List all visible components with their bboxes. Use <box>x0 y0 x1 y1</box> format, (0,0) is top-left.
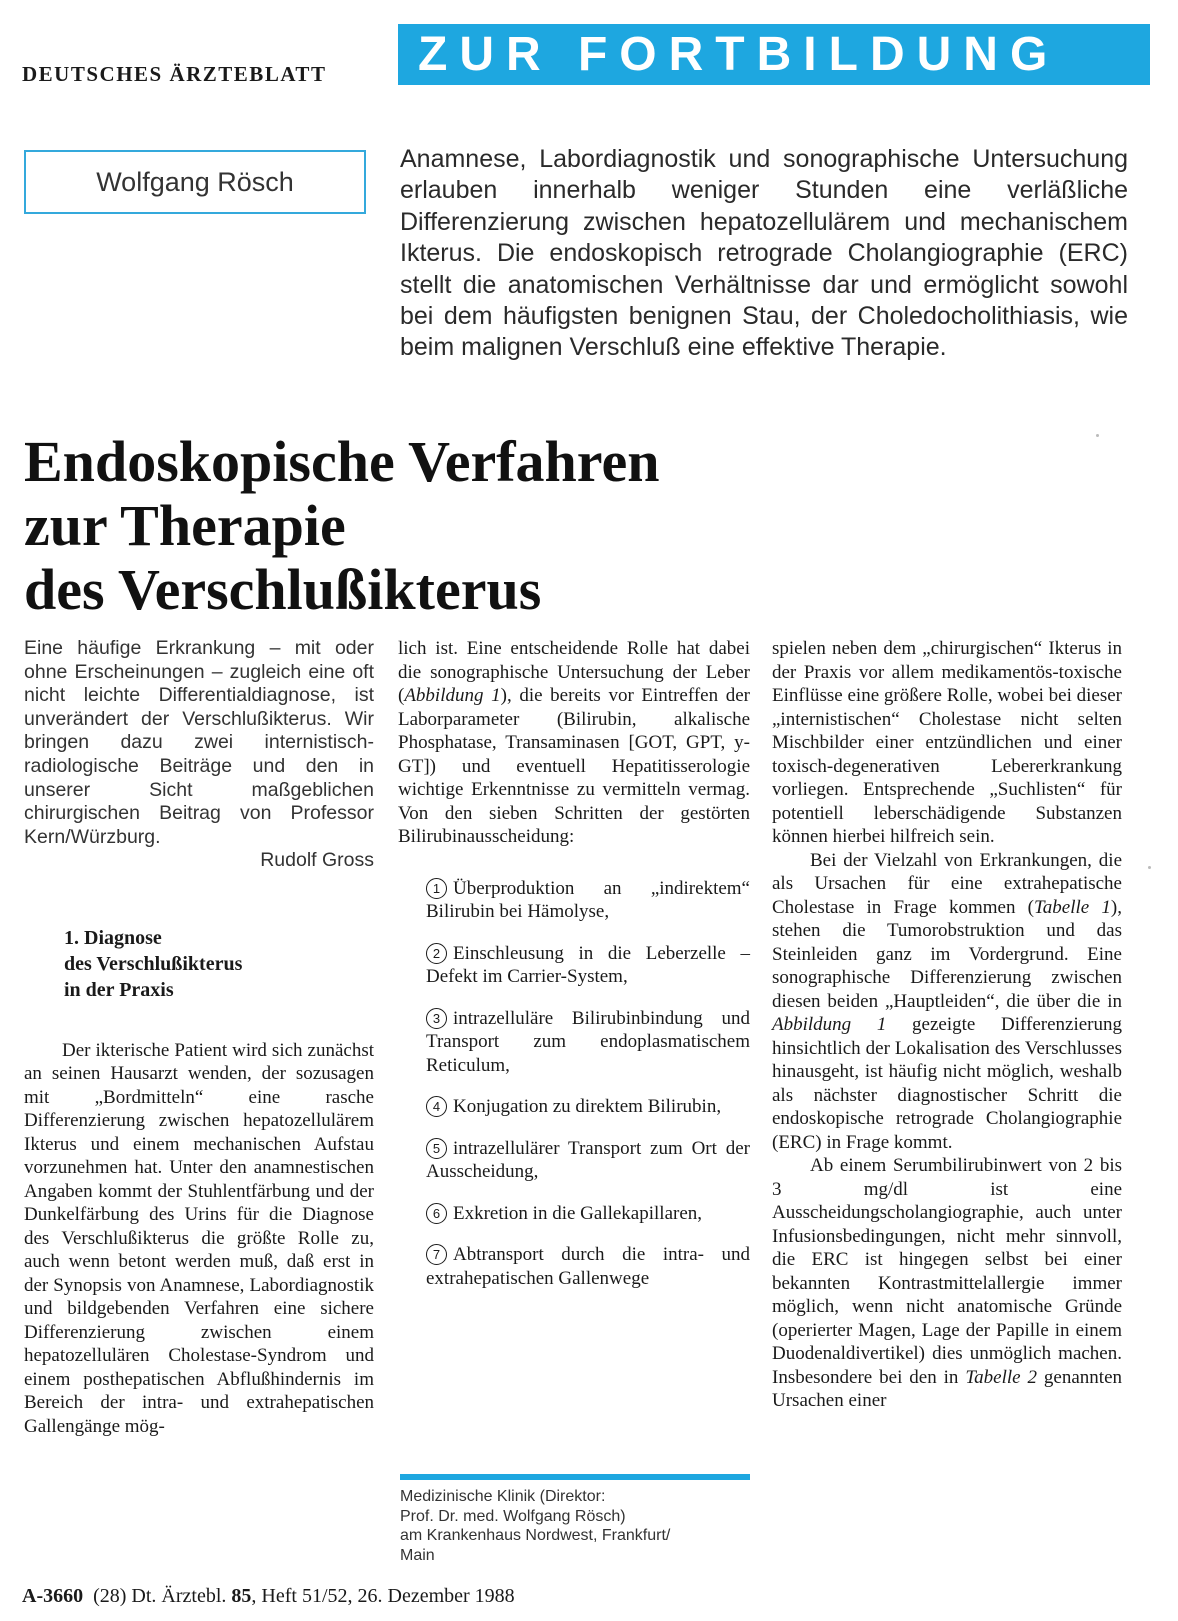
step-text: intrazellulärer Transport zum Ort der Ausscheidung, <box>426 1137 750 1182</box>
body-paragraph <box>772 849 1122 1155</box>
body-paragraph <box>398 637 750 849</box>
step-number: 1 <box>426 878 447 899</box>
text-run: ), die bereits vor Eintreffen der Laborparameter (Bilirubin, alkalische Phosphatase, Transaminasen [GOT, GPT, y-GT]) und eventuell Hepatitisserologie wichtige Erkenntnisse zu vermitteln vermag. Von den sieben Schritten der gestörten Bilirubinausscheidung: <box>398 685 750 847</box>
volume-number: 85 <box>231 1585 252 1607</box>
section-heading-line: des Verschlußikterus <box>64 952 243 975</box>
figure-reference: Abbildung 1 <box>772 1014 887 1035</box>
text-run: ), stehen die Tumorobstruktion und das Steinleiden ganz im Vordergrund. Eine sonographische Differenzierung zwischen diesen beiden „Hauptleiden“, die über die in <box>772 896 1122 1012</box>
journal-name: DEUTSCHES ÄRZTEBLATT <box>22 62 327 86</box>
steps-list <box>398 877 750 1291</box>
print-speck <box>1096 434 1099 437</box>
step-text: Abtransport durch die intra- und extrahepatischen Gallenwege <box>426 1244 750 1289</box>
affiliation-line: Main <box>400 1546 435 1564</box>
body-paragraph: Der ikterische Patient wird sich zunächst an seinen Hausarzt wenden, der sozusagen mit „Bordmitteln“ eine rasche Differenzierung zwischen hepatozellulärem Ikterus und einem mechanischen Aufstau vorzunehmen hat. Unter den anamnestischen Angaben kommt der Stuhlentfärbung und der Dunkelfärbung des Urins für die Diagnose des Verschlußikterus die größte Rolle zu, auch wenn betont werden muß, daß erst in der Synopsis von Anamnese, Labordiagnostik und bildgebenden Verfahren eine sichere Differenzierung zwischen einem hepatozellulären Cholestase-Syndrom und einem posthepatischen Abflußhindernis im Bereich der intra- und extrahepatischen Gallengänge mög- <box>24 1039 374 1437</box>
step-text: intrazelluläre Bilirubinbindung und Transport zum endoplasmatischem Reticulum, <box>426 1007 750 1076</box>
text-column-3 <box>772 637 1122 1413</box>
step-number: 7 <box>426 1244 447 1265</box>
section-heading-line: in der Praxis <box>64 978 174 1001</box>
text-run: lich ist. Eine entscheidende Rolle hat dabei die sonographische Untersuchung der Leber ( <box>398 638 750 706</box>
step-number: 5 <box>426 1138 447 1159</box>
body-paragraph <box>772 1154 1122 1413</box>
section-heading <box>64 925 374 1003</box>
step-text: Konjugation zu direktem Bilirubin, <box>453 1096 722 1117</box>
article-title <box>24 430 924 622</box>
citation-prefix: (28) Dt. Ärztebl. <box>93 1585 227 1607</box>
list-item <box>426 1243 750 1290</box>
text-column-1 <box>24 637 374 1438</box>
text-run: gezeigte Differenzierung hinsichtlich der Lokalisation des Verschlusses hinausgeht, ist häufig nicht möglich, weshalb als nächster diagnostischer Schritt die endoskopische retrograde Cholangiographie (ERC) in Frage kommt. <box>772 1014 1122 1153</box>
step-text: Überproduktion an „indirektem“ Bilirubin bei Hämolyse, <box>426 877 750 922</box>
affiliation-line: am Krankenhaus Nordwest, Frankfurt/ <box>400 1527 671 1544</box>
affiliation-line: Prof. Dr. med. Wolfgang Rösch) <box>400 1507 626 1525</box>
text-column-2 <box>398 637 750 1308</box>
author-box: Wolfgang Rösch <box>24 150 366 214</box>
page-number: A-3660 <box>22 1585 84 1607</box>
page-footer <box>22 1585 515 1608</box>
list-item <box>426 1137 750 1184</box>
list-item <box>426 942 750 989</box>
section-heading-line: 1. Diagnose <box>64 926 162 949</box>
step-text: Einschleusung in die Leberzelle – Defekt im Carrier-System, <box>426 942 750 987</box>
title-line: zur Therapie <box>24 493 346 558</box>
figure-reference: Abbildung 1 <box>404 685 501 706</box>
text-run: genannten Ursachen einer <box>772 1366 1123 1411</box>
list-item <box>426 1007 750 1078</box>
step-text: Exkretion in die Gallekapillaren, <box>453 1202 703 1224</box>
title-line: des Verschlußikterus <box>24 557 542 622</box>
editorial-intro: Eine häufige Erkrankung – mit oder ohne Erscheinungen – zugleich eine oft nicht leichte Differentialdiagnose, ist unverändert der Verschlußikterus. Wir bringen dazu zwei internistisch-radiologische Beiträge und den in unserer Sicht maßgeblichen chirurgischen Beitrag von Professor Kern/Würzburg. <box>24 637 374 848</box>
step-number: 4 <box>426 1096 447 1117</box>
text-run: Bei der Vielzahl von Erkrankungen, die als Ursachen für eine extrahepatische Cholestase in Frage kommen ( <box>772 849 1122 918</box>
editor-signature: Rudolf Gross <box>260 849 374 872</box>
affiliation-divider <box>400 1474 750 1480</box>
print-speck <box>1148 866 1151 869</box>
section-banner: ZUR FORTBILDUNG <box>398 24 1150 85</box>
table-reference: Tabelle 2 <box>965 1366 1038 1388</box>
step-number: 6 <box>426 1203 447 1224</box>
title-line: Endoskopische Verfahren <box>24 429 660 494</box>
author-affiliation <box>400 1487 750 1565</box>
affiliation-line: Medizinische Klinik (Direktor: <box>400 1488 606 1505</box>
list-item <box>426 1202 750 1226</box>
abstract: Anamnese, Labordiagnostik und sonographische Untersuchung erlauben innerhalb weniger Stunden eine verläßliche Differenzierung zwischen hepatozellulärem und mechanischem Ikterus. Die endoskopisch retrograde Cholangiographie (ERC) stellt die anatomischen Verhältnisse dar und ermöglicht sowohl bei dem häufigsten benignen Stau, der Choledocholithiasis, wie beim malignen Verschluß eine effektive Therapie. <box>400 145 1128 362</box>
list-item <box>426 877 750 924</box>
citation-suffix: , Heft 51/52, 26. Dezember 1988 <box>251 1585 515 1607</box>
list-item <box>426 1095 750 1119</box>
step-number: 3 <box>426 1008 447 1029</box>
text-run: Ab einem Serumbilirubinwert von 2 bis 3 mg/dl ist eine Ausscheidungscholangiographie, auch unter Infusionsbedingungen, nicht mehr sinnvoll, die ERC ist hingegen selbst bei einer bekannten Kontrastmittelallergie immer möglich, wenn nicht anatomische Gründe (operierter Magen, Lage der Papille in einem Duodenaldivertikel) dies unmöglich machen. Insbesondere bei den in <box>772 1155 1122 1388</box>
table-reference: Tabelle 1 <box>1033 896 1111 918</box>
step-number: 2 <box>426 943 447 964</box>
body-paragraph: spielen neben dem „chirurgischen“ Ikterus in der Praxis vor allem medikamentös-toxische Einflüsse eine größere Rolle, wobei bei dieser „internistischen“ Cholestase nicht selten Mischbilder einer entzündlichen und einer toxisch-degenerativen Lebererkrankung vorliegen. Entsprechende „Suchlisten“ für potentiell leberschädigende Substanzen können hierbei hilfreich sein. <box>772 638 1122 847</box>
